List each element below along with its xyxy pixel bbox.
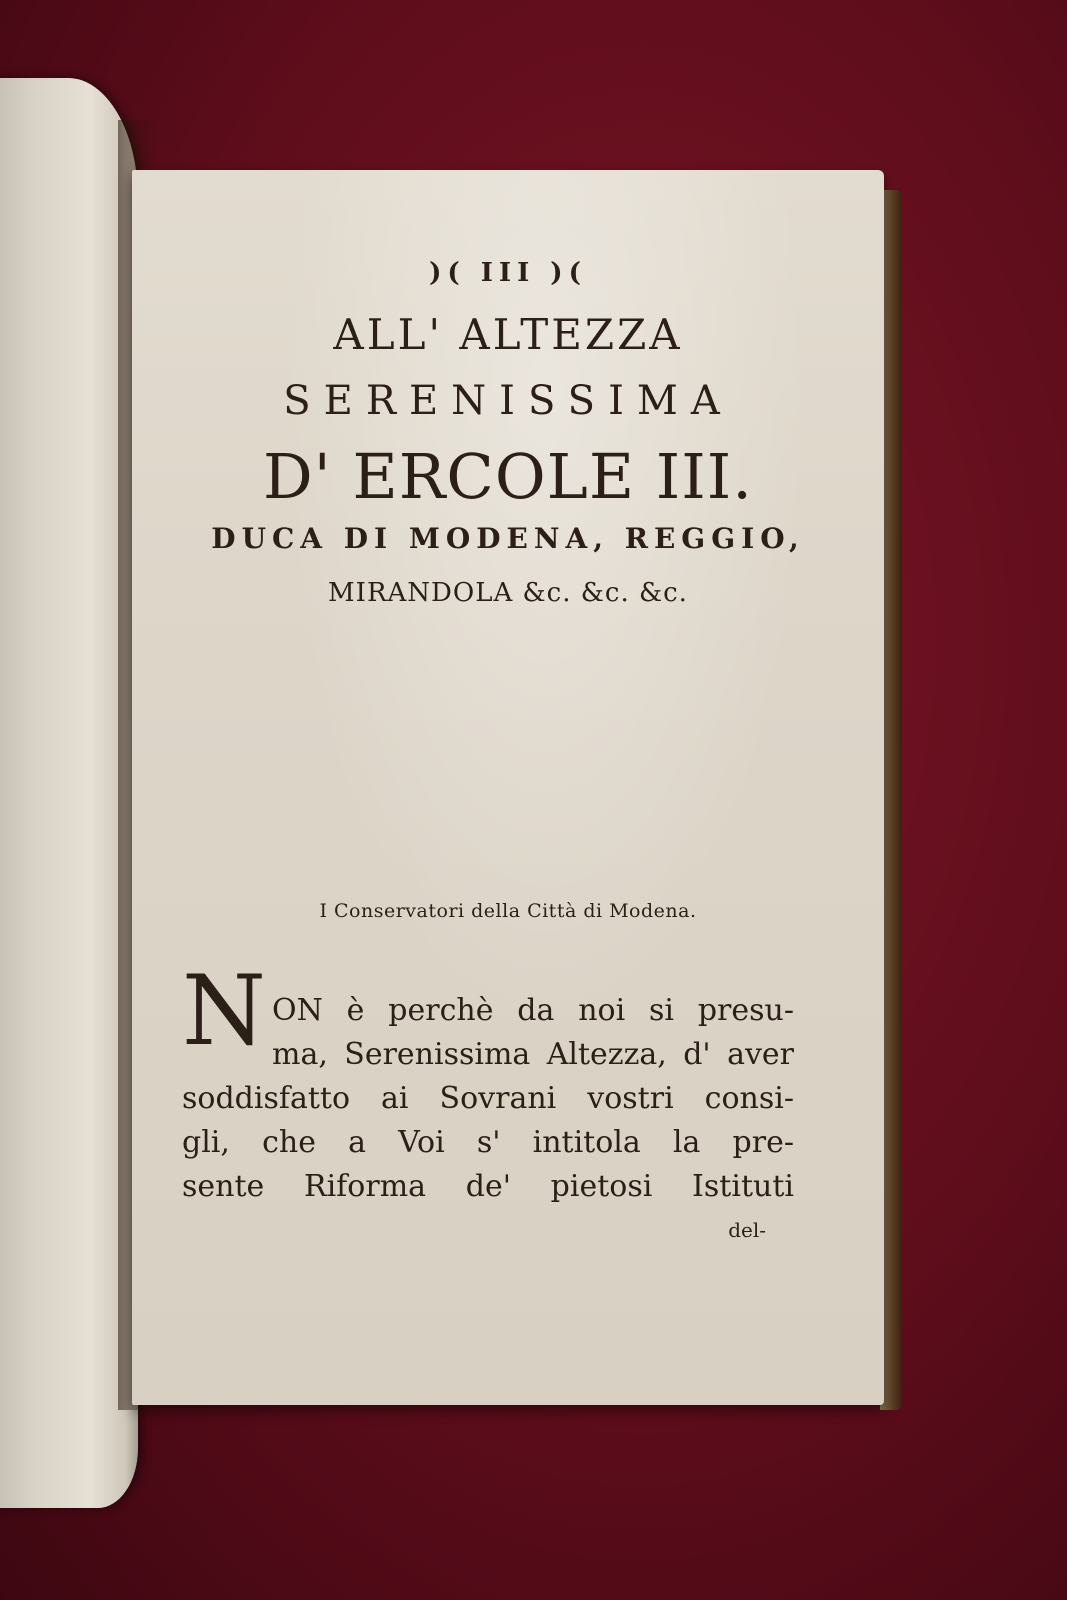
page-number: )( III )( bbox=[429, 258, 587, 288]
body-line-2: ma, Serenissima Altezza, d' aver bbox=[272, 1037, 794, 1072]
body-line-3: soddisfatto ai Sovrani vostri consi- bbox=[182, 1081, 794, 1116]
title-line-2: SERENISSIMA bbox=[283, 378, 733, 424]
drop-cap: N bbox=[182, 955, 266, 1067]
right-page bbox=[132, 170, 884, 1405]
catchword: del- bbox=[728, 1218, 766, 1242]
body-line-1: ON è perchè da noi si presu- bbox=[272, 993, 794, 1028]
title-line-5: MIRANDOLA &c. &c. &c. bbox=[328, 578, 688, 608]
author-line: I Conservatori della Città di Modena. bbox=[319, 900, 697, 922]
body-line-5: sente Riforma de' pietosi Istituti bbox=[182, 1169, 794, 1204]
title-line-3: D' ERCOLE III. bbox=[263, 440, 753, 513]
body-text bbox=[182, 955, 794, 1209]
title-line-4: DUCA DI MODENA, REGGIO, bbox=[211, 522, 805, 555]
body-line-4: gli, che a Voi s' intitola la pre- bbox=[182, 1125, 794, 1160]
title-line-1: ALL' ALTEZZA bbox=[333, 310, 683, 359]
